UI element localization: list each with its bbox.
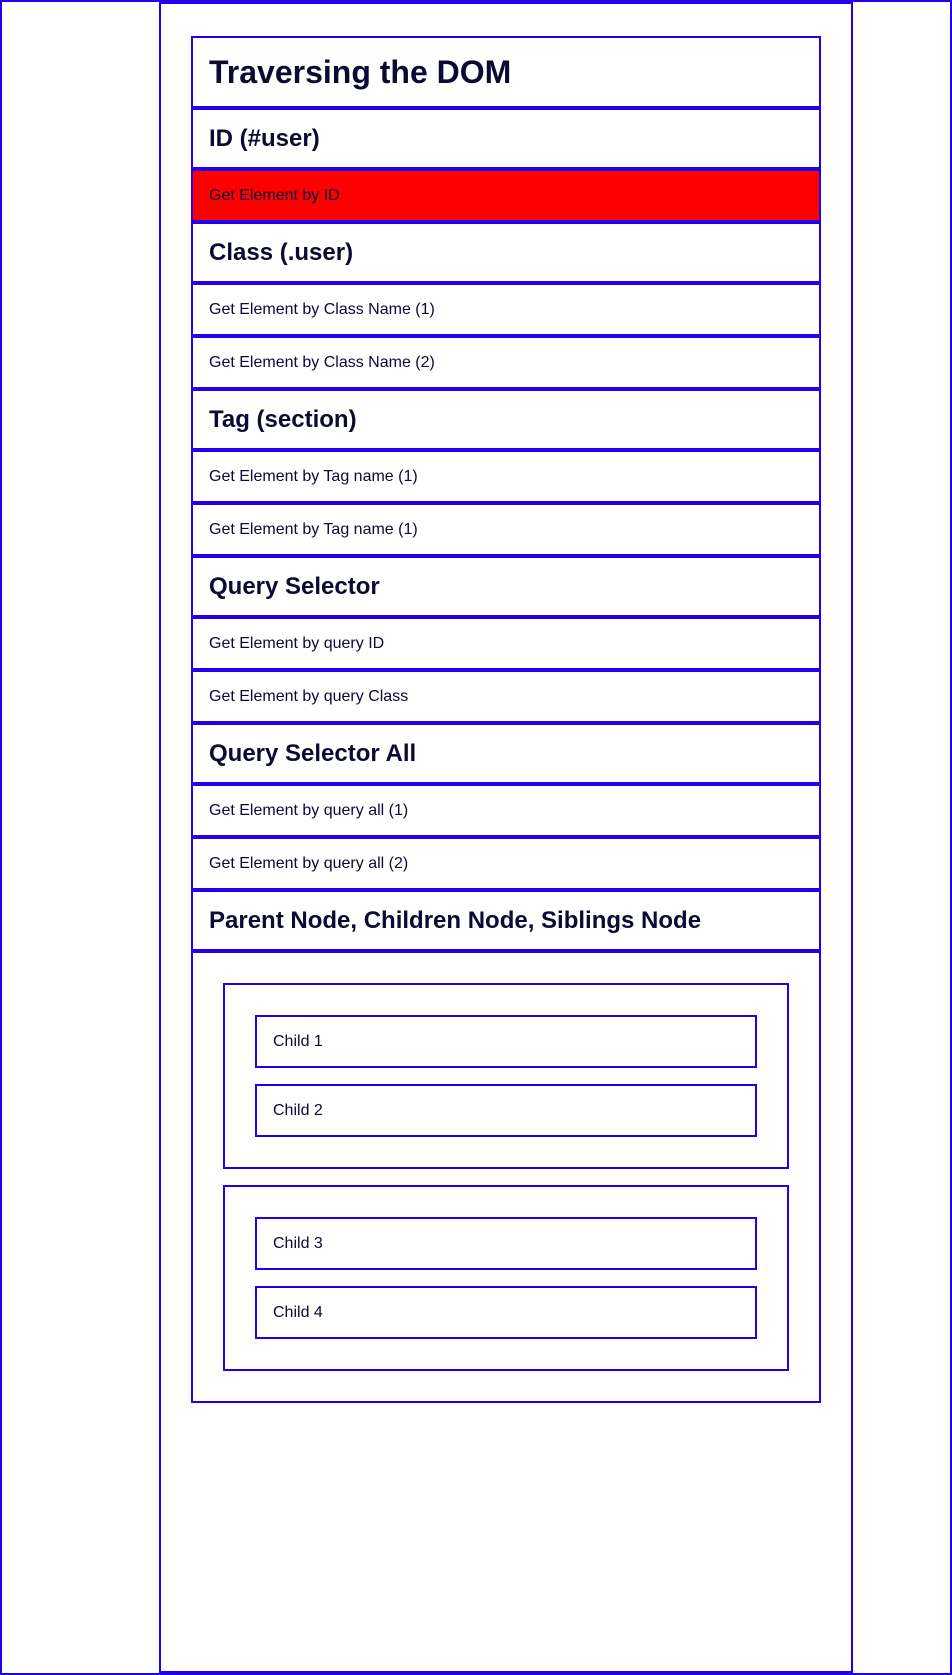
page-container [159,2,853,1673]
element-by-query-all-2: Get Element by query all (2) [191,837,821,890]
child-node-2: Child 2 [255,1084,757,1137]
element-by-query-all-1: Get Element by query all (1) [191,784,821,837]
parent-node-2 [223,1185,789,1371]
section-heading-class: Class (.user) [191,222,821,283]
parent-node-1 [223,983,789,1169]
page-title: Traversing the DOM [191,36,821,108]
section-heading-nodes: Parent Node, Children Node, Siblings Node [191,890,821,951]
element-by-query-id: Get Element by query ID [191,617,821,670]
child-node-4: Child 4 [255,1286,757,1339]
section-heading-id: ID (#user) [191,108,821,169]
element-by-query-class: Get Element by query Class [191,670,821,723]
section-heading-query-selector: Query Selector [191,556,821,617]
child-node-3: Child 3 [255,1217,757,1270]
child-node-1: Child 1 [255,1015,757,1068]
element-by-class-1: Get Element by Class Name (1) [191,283,821,336]
section-heading-tag: Tag (section) [191,389,821,450]
grandparent-node [191,951,821,1403]
element-by-tag-1: Get Element by Tag name (1) [191,450,821,503]
section-heading-query-selector-all: Query Selector All [191,723,821,784]
element-by-class-2: Get Element by Class Name (2) [191,336,821,389]
element-by-id: Get Element by ID [191,169,821,222]
element-by-tag-2: Get Element by Tag name (1) [191,503,821,556]
